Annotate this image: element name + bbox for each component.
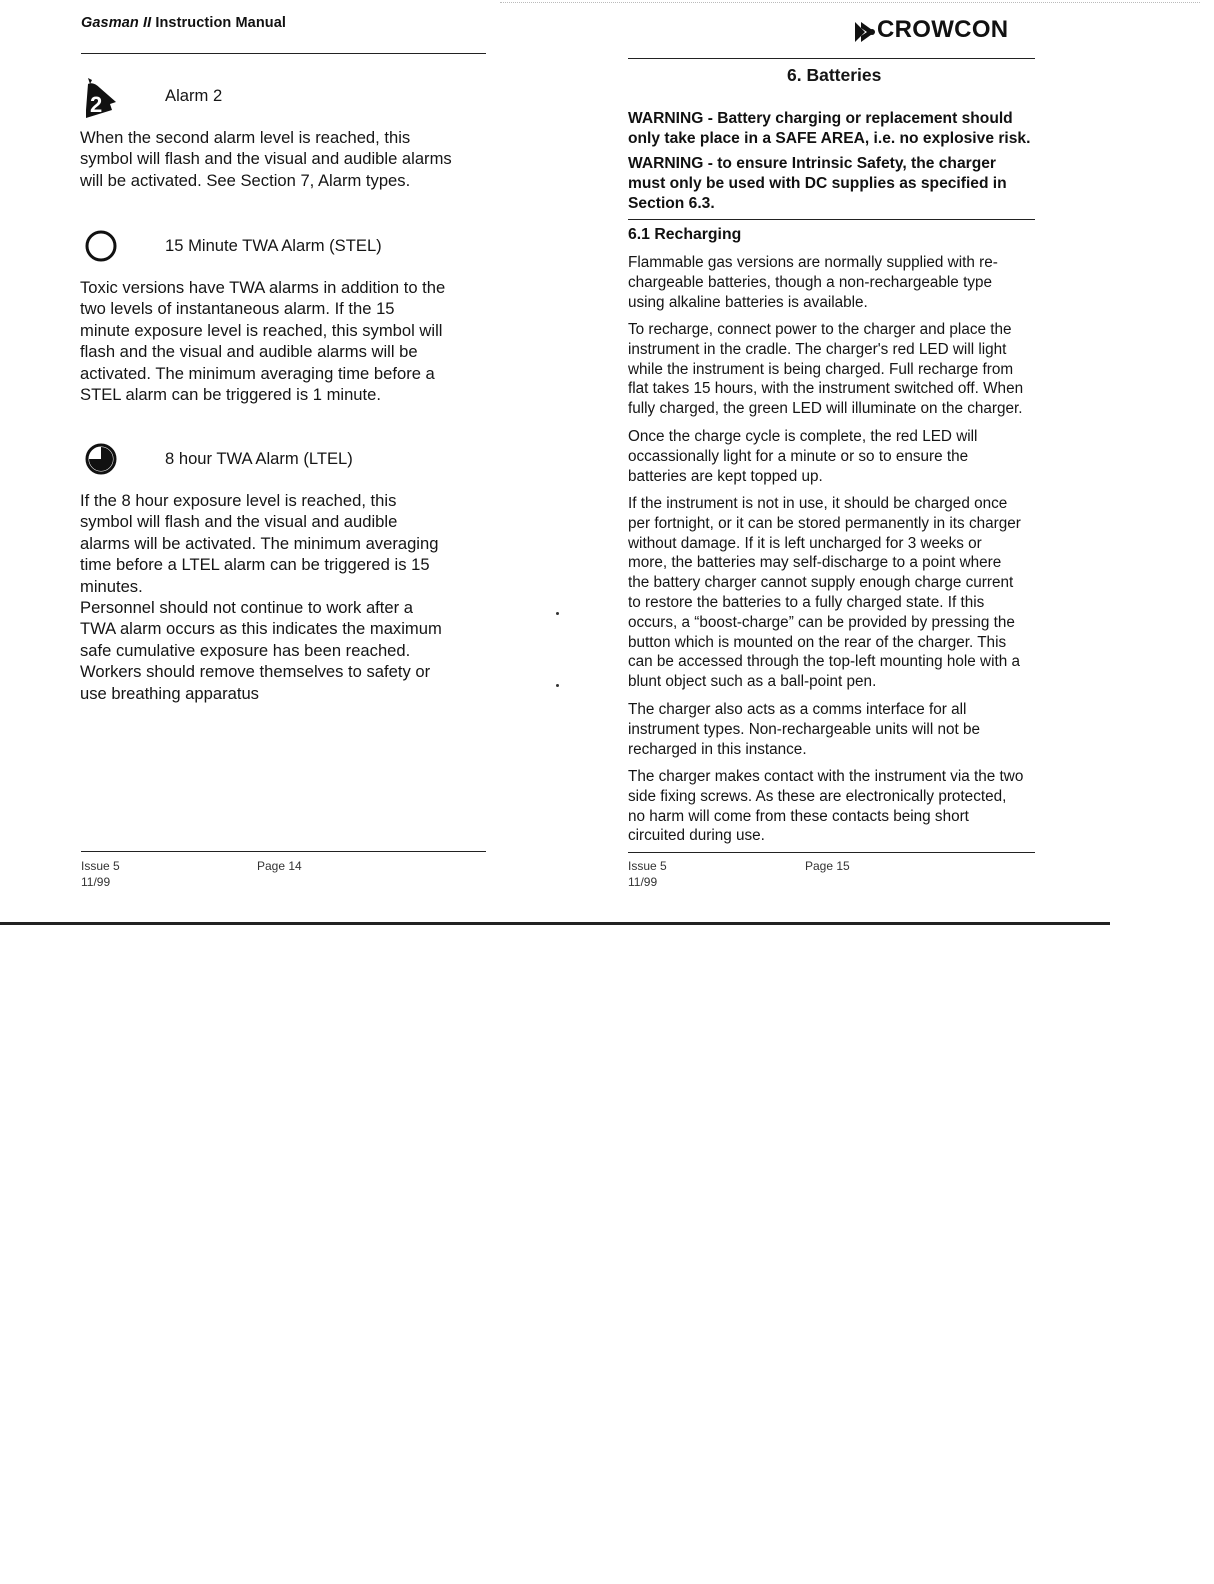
scan-bottom-edge (0, 922, 1110, 925)
scan-speck (556, 684, 559, 687)
recharging-paragraph (628, 700, 1108, 759)
recharging-paragraph (628, 253, 1108, 312)
text-line: without damage. If it is left uncharged for 3 weeks or (628, 534, 982, 552)
right-header-rule (628, 58, 1035, 59)
left-header-rule (81, 53, 486, 54)
text-line: while the instrument is being charged. Full recharge from (628, 360, 1014, 378)
text-line: use breathing apparatus (80, 683, 259, 703)
text-line: If the instrument is not in use, it should be charged once (628, 495, 1008, 512)
svg-text:2: 2 (90, 92, 103, 117)
left-page-number: Page 14 (257, 859, 302, 873)
text-line: The charger also acts as a comms interface for all (628, 701, 967, 718)
text-line: minutes. (80, 576, 143, 596)
text-line: two levels of instantaneous alarm. If the 15 (80, 299, 395, 319)
text-line: circuited during use. (628, 827, 765, 845)
recharging-heading: 6.1 Recharging (628, 226, 742, 243)
stel-body (80, 277, 500, 405)
text-line: flash and the visual and audible alarms will be (80, 342, 418, 362)
right-footer-issue (628, 858, 667, 890)
text-line: can be accessed through the top-left mounting hole with a (628, 653, 1021, 671)
scan-top-edge (500, 2, 1200, 3)
warning-rule (628, 219, 1035, 220)
text-line: side fixing screws. As these are electronically protected, (628, 787, 1007, 805)
stel-clock-icon (84, 229, 118, 263)
text-line: blunt object such as a ball-point pen. (628, 673, 877, 691)
text-line: more, the batteries may self-discharge to a point where (628, 554, 1002, 572)
text-line: Section 6.3. (628, 195, 715, 212)
text-line: to restore the batteries to a fully charged state. If this (628, 593, 985, 611)
warning-charging-area (628, 109, 1098, 149)
text-line: time before a LTEL alarm can be triggered is 15 (80, 555, 430, 575)
text-line: Workers should remove themselves to safety or (80, 662, 431, 682)
issue-date: 11/99 (81, 875, 111, 889)
brand-name: CROWCON (877, 16, 1009, 43)
manual-title-italic: Gasman II (81, 15, 152, 31)
text-line: symbol will flash and the visual and audible (80, 512, 398, 532)
text-line: STEL alarm can be triggered is 1 minute. (80, 385, 381, 405)
issue-date: 11/99 (628, 875, 658, 889)
text-line: alarms will be activated. The minimum averaging (80, 533, 439, 553)
text-line: symbol will flash and the visual and audible alarms (80, 149, 452, 169)
text-line: using alkaline batteries is available. (628, 293, 868, 311)
text-line: must only be used with DC supplies as specified in (628, 175, 1007, 192)
text-line: WARNING - to ensure Intrinsic Safety, the charger (628, 155, 996, 172)
text-line: If the 8 hour exposure level is reached, this (80, 491, 397, 510)
text-line: occurs, a “boost-charge” can be provided by pressing the (628, 613, 1015, 631)
left-footer-rule (81, 851, 486, 852)
right-footer-rule (628, 852, 1035, 853)
text-line: To recharge, connect power to the charger and place the (628, 321, 1012, 338)
text-line: Toxic versions have TWA alarms in addition to the (80, 278, 446, 297)
warning-intrinsic-safety (628, 154, 1098, 214)
scan-speck (556, 612, 559, 615)
text-line: Once the charge cycle is complete, the red LED will (628, 428, 978, 445)
text-line: occassionally light for a minute or so to ensure the (628, 447, 969, 465)
text-line: Flammable gas versions are normally supplied with re- (628, 254, 998, 271)
issue-label: Issue 5 (628, 859, 667, 873)
text-line: no harm will come from these contacts being short (628, 807, 969, 825)
ltel-clock-icon (84, 442, 118, 476)
manual-title-rest: Instruction Manual (151, 15, 287, 31)
text-line: batteries are kept topped up. (628, 467, 823, 485)
text-line: Personnel should not continue to work after a (80, 598, 414, 618)
text-line: instrument in the cradle. The charger's red LED will light (628, 340, 1007, 358)
recharging-paragraph (628, 427, 1108, 486)
ltel-heading: 8 hour TWA Alarm (LTEL) (165, 449, 353, 468)
text-line: TWA alarm occurs as this indicates the maximum (80, 619, 442, 639)
text-line: button which is mounted on the rear of the charger. This (628, 633, 1007, 651)
alarm-2-bell-icon (82, 76, 120, 120)
text-line: flat takes 15 hours, with the instrument switched off. When (628, 380, 1024, 398)
section-title: 6. Batteries (787, 65, 882, 85)
alarm2-heading: Alarm 2 (165, 86, 223, 105)
text-line: recharged in this instance. (628, 740, 807, 758)
text-line: WARNING - Battery charging or replacement should (628, 110, 1013, 127)
text-line: chargeable batteries, though a non-rechargeable type (628, 273, 992, 291)
text-line: activated. The minimum averaging time before a (80, 363, 435, 383)
right-page-number: Page 15 (805, 859, 850, 873)
text-line: the battery charger cannot supply enough charge current (628, 574, 1014, 592)
text-line: safe cumulative exposure has been reached. (80, 640, 411, 660)
text-line: will be activated. See Section 7, Alarm types. (80, 170, 411, 190)
text-line: minute exposure level is reached, this symbol will (80, 320, 443, 340)
text-line: fully charged, the green LED will illuminate on the charger. (628, 400, 1023, 418)
crowcon-logo (853, 14, 1033, 48)
ltel-body (80, 490, 500, 704)
alarm2-body (80, 127, 500, 191)
recharging-paragraph (628, 767, 1108, 846)
recharging-paragraph (628, 494, 1108, 692)
stel-heading: 15 Minute TWA Alarm (STEL) (165, 236, 382, 255)
left-footer-issue (81, 858, 120, 890)
issue-label: Issue 5 (81, 859, 120, 873)
text-line: When the second alarm level is reached, this (80, 128, 411, 147)
recharging-paragraph (628, 320, 1108, 419)
text-line: The charger makes contact with the instrument via the two (628, 768, 1024, 785)
text-line: only take place in a SAFE AREA, i.e. no explosive risk. (628, 130, 1031, 147)
text-line: per fortnight, or it can be stored permanently in its charger (628, 514, 1021, 532)
crowcon-mark-icon (853, 20, 879, 44)
text-line: instrument types. Non-rechargeable units will not be (628, 720, 981, 738)
manual-title (81, 15, 286, 31)
